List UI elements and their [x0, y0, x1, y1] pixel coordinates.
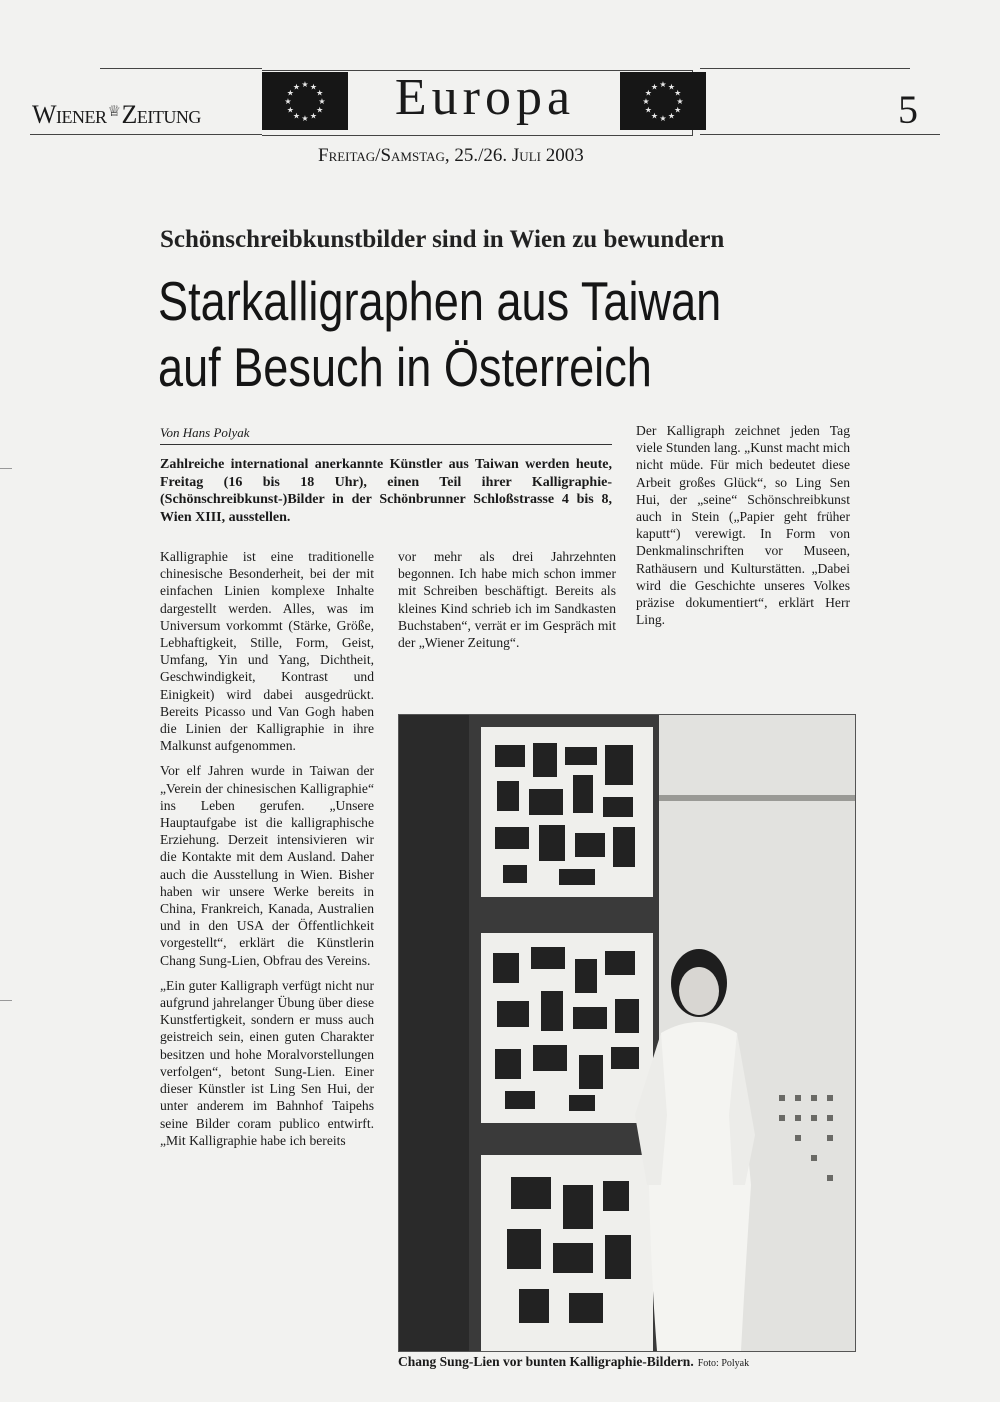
headline-line-2: auf Besuch in Österreich — [158, 336, 652, 398]
article-column-1 — [160, 548, 374, 1157]
article-column-3 — [636, 422, 850, 636]
issue-date: Freitag/Samstag, 25./26. Juli 2003 — [318, 145, 584, 166]
eu-flag-icon — [620, 72, 706, 130]
flag-star: ★ — [674, 88, 682, 98]
article-byline: Von Hans Polyak — [160, 425, 612, 445]
flag-star: ★ — [650, 111, 659, 121]
newspaper-name-part1: Wiener — [32, 100, 107, 129]
flag-star: ★ — [292, 111, 301, 121]
paragraph: vor mehr als drei Jahrzehnten begonnen. Ich habe mich schon immer mit Schreiben beschäftigt. Bereits als kleines Kind schrieb ich im Sandkasten Buchstaben“, verrät er im Gespräch mit der „Wiener Zeitung“. — [398, 549, 616, 651]
flag-star: ★ — [659, 80, 667, 89]
flag-star: ★ — [674, 105, 682, 115]
photo-caption — [398, 1354, 749, 1370]
flag-star: ★ — [676, 97, 684, 106]
article-lead: Zahlreiche international anerkannte Künstler aus Taiwan werden heute, Freitag (16 bis 18 Uhr), einen Teil ihrer Kalligraphie-(Schönschreibkunst-)Bilder in der Schönbrunner Schloßstrasse 4 bis 8, Wien XIII, ausstellen. — [160, 457, 612, 525]
paragraph: „Ein guter Kalligraph verfügt nicht nur aufgrund jahrelanger Übung über diese Kunstfertigkeit, sondern er muss auch geistreich sein, einen guten Charakter besitzen und hohe Moralvorstellungen verfolgen“, betont Sung-Lien. Einer dieser Künstler ist Ling Sen Hui, der unter anderem im Bahnhof Taipehs seine Bilder coram publico entwirft. „Mit Kalligraphie habe ich bereits — [160, 977, 374, 1148]
flag-star: ★ — [667, 82, 676, 92]
flag-star: ★ — [316, 105, 324, 115]
article-headline — [158, 268, 721, 400]
paragraph: Vor elf Jahren wurde in Taiwan der „Verein der chinesischen Kalligraphie“ ins Leben gerufen. „Unsere Hauptaufgabe ist die kalligraphische Erziehung. Derzeit intensivieren wir die Kontakte mit dem Ausland. Daher auch die Ausstellung in Wien. Bisher haben wir unsere Werke bereits in China, Frankreich, Kanada, Australien und in den USA der Öffentlichkeit vorgestellt“, erklärt die Künstlerin Chang Sung-Lien, Obfrau des Vereins. — [160, 763, 374, 968]
paragraph: Der Kalligraph zeichnet jeden Tag viele Stunden lang. „Kunst macht mich nicht müde. Für mich bedeutet diese Arbeit großes Glück“, so Ling Sen Hui, der „seine“ Schönschreibkunst auch in Stein („Papier geht früher kaputt“) verewigt. In Form von Denkmalinschriften vor Museen, Rathäusern und Kulturstätten. „Dabei wird die Geschichte unseres Volkes präzise dokumentiert“, erklärt Herr Ling. — [636, 423, 850, 628]
flag-star: ★ — [644, 88, 652, 98]
article-photo — [398, 714, 856, 1352]
flag-star: ★ — [644, 105, 652, 115]
eu-flag-icon — [262, 72, 348, 130]
photo-caption-text: Chang Sung-Lien vor bunten Kalligraphie-Bildern. — [398, 1354, 694, 1369]
flag-star: ★ — [292, 82, 301, 92]
section-title: Europa — [394, 69, 576, 126]
masthead-rule-left — [100, 68, 262, 69]
newspaper-name-part2: Zeitung — [121, 100, 201, 129]
paragraph: Kalligraphie ist eine traditionelle chinesische Besonderheit, bei der mit einfachen Linien komplexe Inhalte dargestellt werden. Alles, was im Universum vorkommt (Stärke, Größe, Lebhaftigkeit, Stille, Form, Geist, Umfang, Yin und Yang, Dichtheit, Geschwindigkeit, Kontrast und Einigkeit) wird dabei ausgedrückt. Bereits Picasso und Van Gogh haben die Linien der Kalligraphie in ihre Malkunst aufgenommen. — [160, 549, 374, 754]
flag-star: ★ — [286, 88, 294, 98]
masthead-rule-bottom-left — [30, 134, 262, 135]
page-number: 5 — [898, 87, 918, 132]
flag-star: ★ — [642, 97, 650, 106]
newspaper-name — [32, 100, 201, 130]
page-edge-mark — [0, 1000, 12, 1001]
flag-star: ★ — [650, 82, 659, 92]
flag-star: ★ — [301, 114, 309, 123]
flag-star: ★ — [316, 88, 324, 98]
headline-line-1: Starkalligraphen aus Taiwan — [158, 270, 722, 332]
masthead-rule-right — [700, 68, 910, 69]
newspaper-crest-icon: ♕ — [107, 104, 121, 120]
article-column-2 — [398, 548, 616, 659]
photo-credit: Foto: Polyak — [697, 1358, 750, 1369]
article-kicker: Schönschreibkunstbilder sind in Wien zu bewundern — [160, 226, 725, 253]
flag-star: ★ — [301, 80, 309, 89]
flag-star: ★ — [309, 111, 318, 121]
masthead-rule-bottom-right — [700, 134, 940, 135]
page-edge-mark — [0, 468, 12, 469]
flag-star: ★ — [318, 97, 326, 106]
flag-star: ★ — [667, 111, 676, 121]
flag-star: ★ — [284, 97, 292, 106]
flag-star: ★ — [659, 114, 667, 123]
flag-star: ★ — [309, 82, 318, 92]
flag-star: ★ — [286, 105, 294, 115]
